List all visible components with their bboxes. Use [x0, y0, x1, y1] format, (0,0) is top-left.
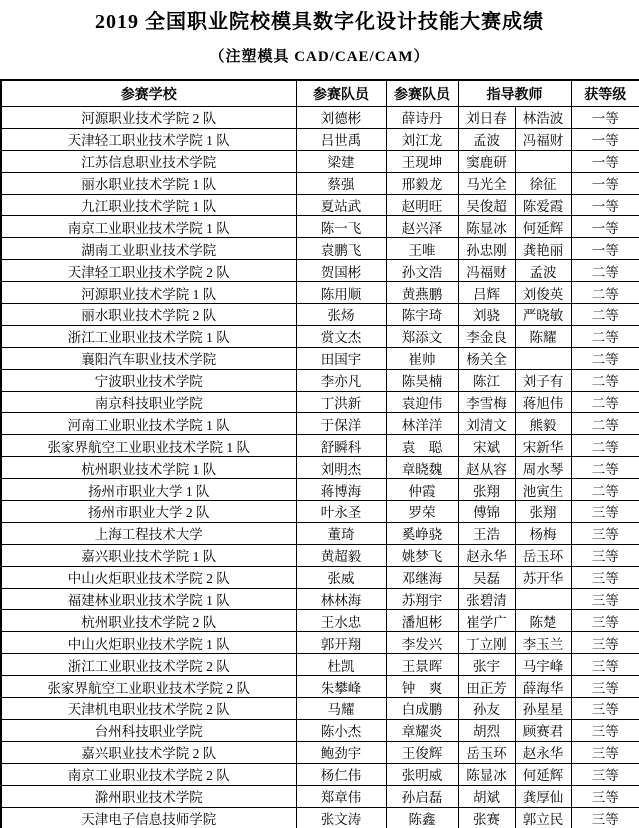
cell-member2: 章耀炎 [386, 719, 458, 741]
table-row [1, 719, 639, 741]
cell-member2: 林洋洋 [386, 413, 458, 435]
cell-instructor1: 刘日春 [458, 107, 515, 129]
cell-school: 扬州市职业大学 1 队 [1, 479, 296, 501]
cell-school: 杭州职业技术学院 1 队 [1, 457, 296, 479]
cell-instructor2: 马宇峰 [515, 654, 571, 676]
cell-member1: 张炀 [296, 304, 386, 326]
cell-school: 张家界航空工业职业技术学院 1 队 [1, 435, 296, 457]
cell-member2: 刘江龙 [386, 128, 458, 150]
cell-instructor2: 顾赛君 [515, 719, 571, 741]
table-row [1, 654, 639, 676]
cell-member1: 蒋博海 [296, 479, 386, 501]
cell-instructor2: 熊毅 [515, 413, 571, 435]
cell-member2: 王现坤 [386, 150, 458, 172]
cell-instructor1: 岳玉环 [458, 741, 515, 763]
cell-award: 三等 [571, 588, 639, 610]
cell-award: 三等 [571, 566, 639, 588]
cell-instructor1: 张宇 [458, 654, 515, 676]
cell-school: 台州科技职业学院 [1, 719, 296, 741]
cell-member2: 邢毅龙 [386, 172, 458, 194]
cell-instructor2: 何延辉 [515, 216, 571, 238]
cell-instructor1: 刘骁 [458, 304, 515, 326]
cell-member1: 张威 [296, 566, 386, 588]
cell-member2: 姚梦飞 [386, 544, 458, 566]
cell-member1: 梁建 [296, 150, 386, 172]
cell-award: 二等 [571, 413, 639, 435]
cell-school: 上海工程技术大学 [1, 522, 296, 544]
cell-award: 一等 [571, 128, 639, 150]
cell-award: 三等 [571, 610, 639, 632]
table-row [1, 522, 639, 544]
cell-school: 南京工业职业技术学院 2 队 [1, 763, 296, 785]
cell-member1: 舒瞬科 [296, 435, 386, 457]
table-row [1, 282, 639, 304]
cell-member2: 邓继海 [386, 566, 458, 588]
cell-instructor1: 宋斌 [458, 435, 515, 457]
cell-school: 天津机电职业技术学院 2 队 [1, 698, 296, 720]
cell-award: 三等 [571, 544, 639, 566]
cell-instructor2: 周水琴 [515, 457, 571, 479]
cell-member1: 王水忠 [296, 610, 386, 632]
cell-school: 江苏信息职业技术学院 [1, 150, 296, 172]
cell-award: 一等 [571, 238, 639, 260]
cell-member2: 陈鑫 [386, 807, 458, 828]
cell-member1: 董琦 [296, 522, 386, 544]
cell-member2: 赵兴泽 [386, 216, 458, 238]
cell-instructor2: 陈楚 [515, 610, 571, 632]
page-title: 2019 全国职业院校模具数字化设计技能大赛成绩 [95, 11, 544, 33]
cell-award: 一等 [571, 150, 639, 172]
cell-award: 一等 [571, 172, 639, 194]
cell-instructor1: 刘清文 [458, 413, 515, 435]
cell-school: 浙江工业职业技术学院 2 队 [1, 654, 296, 676]
cell-member2: 罗荣 [386, 501, 458, 523]
cell-instructor1: 胡烈 [458, 719, 515, 741]
cell-school: 扬州市职业大学 2 队 [1, 501, 296, 523]
cell-award: 二等 [571, 260, 639, 282]
cell-school: 河南工业职业技术学院 1 队 [1, 413, 296, 435]
table-row [1, 347, 639, 369]
cell-member1: 杜凯 [296, 654, 386, 676]
cell-school: 河源职业技术学院 2 队 [1, 107, 296, 129]
cell-school: 丽水职业技术学院 2 队 [1, 304, 296, 326]
cell-award: 二等 [571, 369, 639, 391]
cell-member2: 陈宇琦 [386, 304, 458, 326]
cell-member1: 刘明杰 [296, 457, 386, 479]
cell-school: 河源职业技术学院 1 队 [1, 282, 296, 304]
table-row [1, 501, 639, 523]
results-table [0, 79, 639, 828]
cell-instructor2: 刘俊英 [515, 282, 571, 304]
cell-member1: 袁鹏飞 [296, 238, 386, 260]
cell-school: 杭州职业技术学院 2 队 [1, 610, 296, 632]
cell-member2: 孙文浩 [386, 260, 458, 282]
cell-instructor1: 李雪梅 [458, 391, 515, 413]
cell-instructor1: 吴俊超 [458, 194, 515, 216]
cell-instructor2: 薛海华 [515, 676, 571, 698]
col-header-award: 获等级 [571, 80, 639, 107]
cell-award: 三等 [571, 785, 639, 807]
cell-member2: 孙启磊 [386, 785, 458, 807]
cell-school: 中山火炬职业技术学院 2 队 [1, 566, 296, 588]
cell-award: 三等 [571, 719, 639, 741]
table-row [1, 807, 639, 828]
cell-member1: 蔡强 [296, 172, 386, 194]
cell-member1: 夏站武 [296, 194, 386, 216]
cell-member2: 奚峥骁 [386, 522, 458, 544]
cell-instructor2: 林浩波 [515, 107, 571, 129]
table-row [1, 632, 639, 654]
table-row [1, 107, 639, 129]
cell-instructor2: 郭立民 [515, 807, 571, 828]
cell-award: 二等 [571, 347, 639, 369]
cell-instructor1: 冯福财 [458, 260, 515, 282]
table-row [1, 304, 639, 326]
cell-instructor1: 田正芳 [458, 676, 515, 698]
results-table-body [1, 107, 639, 828]
cell-instructor2: 何延辉 [515, 763, 571, 785]
cell-award: 三等 [571, 741, 639, 763]
cell-member1: 黄超毅 [296, 544, 386, 566]
cell-member2: 王唯 [386, 238, 458, 260]
cell-instructor1: 吕辉 [458, 282, 515, 304]
cell-school: 天津轻工职业技术学院 2 队 [1, 260, 296, 282]
cell-school: 襄阳汽车职业技术学院 [1, 347, 296, 369]
cell-instructor1: 孙忠刚 [458, 238, 515, 260]
cell-member2: 陈昊楠 [386, 369, 458, 391]
cell-instructor1: 孟波 [458, 128, 515, 150]
col-header-member1: 参赛队员 [296, 80, 386, 107]
cell-instructor2: 李玉兰 [515, 632, 571, 654]
cell-award: 二等 [571, 325, 639, 347]
cell-award: 三等 [571, 763, 639, 785]
cell-member2: 苏翔宇 [386, 588, 458, 610]
table-row [1, 544, 639, 566]
cell-school: 南京科技职业学院 [1, 391, 296, 413]
table-row [1, 150, 639, 172]
cell-member1: 陈用顺 [296, 282, 386, 304]
page-subtitle: （注塑模具 CAD/CAE/CAM） [209, 49, 430, 65]
cell-instructor2: 孟波 [515, 260, 571, 282]
col-header-instructors: 指导教师 [458, 80, 571, 107]
cell-member2: 郑添文 [386, 325, 458, 347]
cell-school: 丽水职业技术学院 1 队 [1, 172, 296, 194]
cell-member2: 薛诗丹 [386, 107, 458, 129]
cell-award: 二等 [571, 435, 639, 457]
cell-member1: 李亦凡 [296, 369, 386, 391]
table-row [1, 610, 639, 632]
table-row [1, 172, 639, 194]
cell-instructor2: 刘子有 [515, 369, 571, 391]
cell-instructor2: 陈爱霞 [515, 194, 571, 216]
table-row [1, 369, 639, 391]
cell-member1: 鲍劲宇 [296, 741, 386, 763]
cell-award: 一等 [571, 107, 639, 129]
cell-instructor1: 崔学广 [458, 610, 515, 632]
cell-instructor2 [515, 347, 571, 369]
cell-member1: 贺国彬 [296, 260, 386, 282]
cell-instructor1: 胡斌 [458, 785, 515, 807]
cell-member2: 白成鹏 [386, 698, 458, 720]
cell-school: 天津电子信息技师学院 [1, 807, 296, 828]
cell-member1: 丁洪新 [296, 391, 386, 413]
cell-award: 一等 [571, 216, 639, 238]
cell-award: 二等 [571, 479, 639, 501]
cell-member1: 郭开翔 [296, 632, 386, 654]
cell-member1: 叶永圣 [296, 501, 386, 523]
cell-instructor1: 陈江 [458, 369, 515, 391]
table-row [1, 413, 639, 435]
cell-member1: 林林海 [296, 588, 386, 610]
cell-instructor2: 苏开华 [515, 566, 571, 588]
cell-instructor1: 陈显冰 [458, 763, 515, 785]
table-row [1, 457, 639, 479]
cell-instructor1: 孙友 [458, 698, 515, 720]
cell-member1: 陈一飞 [296, 216, 386, 238]
cell-member1: 马耀 [296, 698, 386, 720]
cell-instructor2: 冯福财 [515, 128, 571, 150]
cell-award: 三等 [571, 676, 639, 698]
table-row [1, 588, 639, 610]
cell-award: 三等 [571, 632, 639, 654]
cell-instructor2: 赵永华 [515, 741, 571, 763]
cell-member1: 吕世禹 [296, 128, 386, 150]
col-header-member2: 参赛队员 [386, 80, 458, 107]
cell-instructor1: 李金良 [458, 325, 515, 347]
cell-instructor2: 蒋旭伟 [515, 391, 571, 413]
cell-instructor1: 赵永华 [458, 544, 515, 566]
table-row [1, 435, 639, 457]
cell-member1: 陈小杰 [296, 719, 386, 741]
table-row [1, 676, 639, 698]
cell-instructor2: 陈耀 [515, 325, 571, 347]
cell-instructor1: 王浩 [458, 522, 515, 544]
cell-member2: 赵明旺 [386, 194, 458, 216]
cell-member1: 杨仁伟 [296, 763, 386, 785]
cell-member2: 袁迎伟 [386, 391, 458, 413]
cell-school: 嘉兴职业技术学院 2 队 [1, 741, 296, 763]
table-row [1, 194, 639, 216]
cell-member2: 黄燕鹏 [386, 282, 458, 304]
cell-member1: 朱攀峰 [296, 676, 386, 698]
cell-member2: 王景晖 [386, 654, 458, 676]
header-row [1, 80, 639, 107]
cell-award: 三等 [571, 807, 639, 828]
cell-instructor1: 马光全 [458, 172, 515, 194]
cell-award: 二等 [571, 282, 639, 304]
table-row [1, 391, 639, 413]
cell-instructor2 [515, 150, 571, 172]
table-row [1, 128, 639, 150]
cell-member1: 刘德彬 [296, 107, 386, 129]
table-row [1, 763, 639, 785]
cell-instructor1: 张赛 [458, 807, 515, 828]
cell-member2: 钟 爽 [386, 676, 458, 698]
cell-instructor2: 宋新华 [515, 435, 571, 457]
cell-member2: 章晓魏 [386, 457, 458, 479]
cell-school: 福建林业职业技术学院 1 队 [1, 588, 296, 610]
cell-member1: 郑章伟 [296, 785, 386, 807]
cell-school: 天津轻工职业技术学院 1 队 [1, 128, 296, 150]
cell-school: 浙江工业职业技术学院 1 队 [1, 325, 296, 347]
cell-member2: 崔帅 [386, 347, 458, 369]
cell-member1: 于保洋 [296, 413, 386, 435]
cell-school: 中山火炬职业技术学院 1 队 [1, 632, 296, 654]
results-table-header [1, 80, 639, 107]
cell-school: 湖南工业职业技术学院 [1, 238, 296, 260]
cell-member2: 袁 聪 [386, 435, 458, 457]
cell-award: 二等 [571, 304, 639, 326]
cell-school: 九江职业技术学院 1 队 [1, 194, 296, 216]
cell-instructor2: 徐征 [515, 172, 571, 194]
cell-school: 宁波职业技术学院 [1, 369, 296, 391]
table-row [1, 698, 639, 720]
table-row [1, 785, 639, 807]
cell-award: 一等 [571, 194, 639, 216]
cell-instructor1: 丁立刚 [458, 632, 515, 654]
cell-member1: 张文涛 [296, 807, 386, 828]
cell-school: 滁州职业技术学院 [1, 785, 296, 807]
cell-instructor2: 龚艳丽 [515, 238, 571, 260]
cell-instructor2: 杨梅 [515, 522, 571, 544]
cell-award: 三等 [571, 654, 639, 676]
cell-instructor2: 张翔 [515, 501, 571, 523]
cell-instructor1: 赵从容 [458, 457, 515, 479]
table-row [1, 566, 639, 588]
cell-instructor1: 陈显冰 [458, 216, 515, 238]
cell-award: 三等 [571, 698, 639, 720]
cell-instructor1: 杨关全 [458, 347, 515, 369]
cell-instructor1: 张翔 [458, 479, 515, 501]
cell-member2: 潘旭彬 [386, 610, 458, 632]
table-row [1, 479, 639, 501]
cell-instructor2: 池寅生 [515, 479, 571, 501]
cell-school: 南京工业职业技术学院 1 队 [1, 216, 296, 238]
cell-school: 张家界航空工业职业技术学院 2 队 [1, 676, 296, 698]
cell-instructor1: 张碧清 [458, 588, 515, 610]
col-header-school: 参赛学校 [1, 80, 296, 107]
cell-instructor2: 孙星星 [515, 698, 571, 720]
cell-school: 嘉兴职业技术学院 1 队 [1, 544, 296, 566]
table-row [1, 325, 639, 347]
cell-award: 二等 [571, 391, 639, 413]
cell-award: 三等 [571, 501, 639, 523]
cell-award: 二等 [571, 457, 639, 479]
cell-member2: 仲霞 [386, 479, 458, 501]
cell-member2: 王俊辉 [386, 741, 458, 763]
table-row [1, 238, 639, 260]
cell-instructor2 [515, 588, 571, 610]
cell-member2: 李发兴 [386, 632, 458, 654]
table-row [1, 741, 639, 763]
table-row [1, 216, 639, 238]
cell-instructor1: 傅锦 [458, 501, 515, 523]
cell-instructor2: 严晓敏 [515, 304, 571, 326]
cell-member1: 赏文杰 [296, 325, 386, 347]
cell-award: 三等 [571, 522, 639, 544]
table-row [1, 260, 639, 282]
cell-instructor1: 窦鹿研 [458, 150, 515, 172]
cell-instructor1: 吴磊 [458, 566, 515, 588]
cell-instructor2: 岳玉环 [515, 544, 571, 566]
cell-member1: 田国宇 [296, 347, 386, 369]
cell-member2: 张明威 [386, 763, 458, 785]
cell-instructor2: 龚厚仙 [515, 785, 571, 807]
